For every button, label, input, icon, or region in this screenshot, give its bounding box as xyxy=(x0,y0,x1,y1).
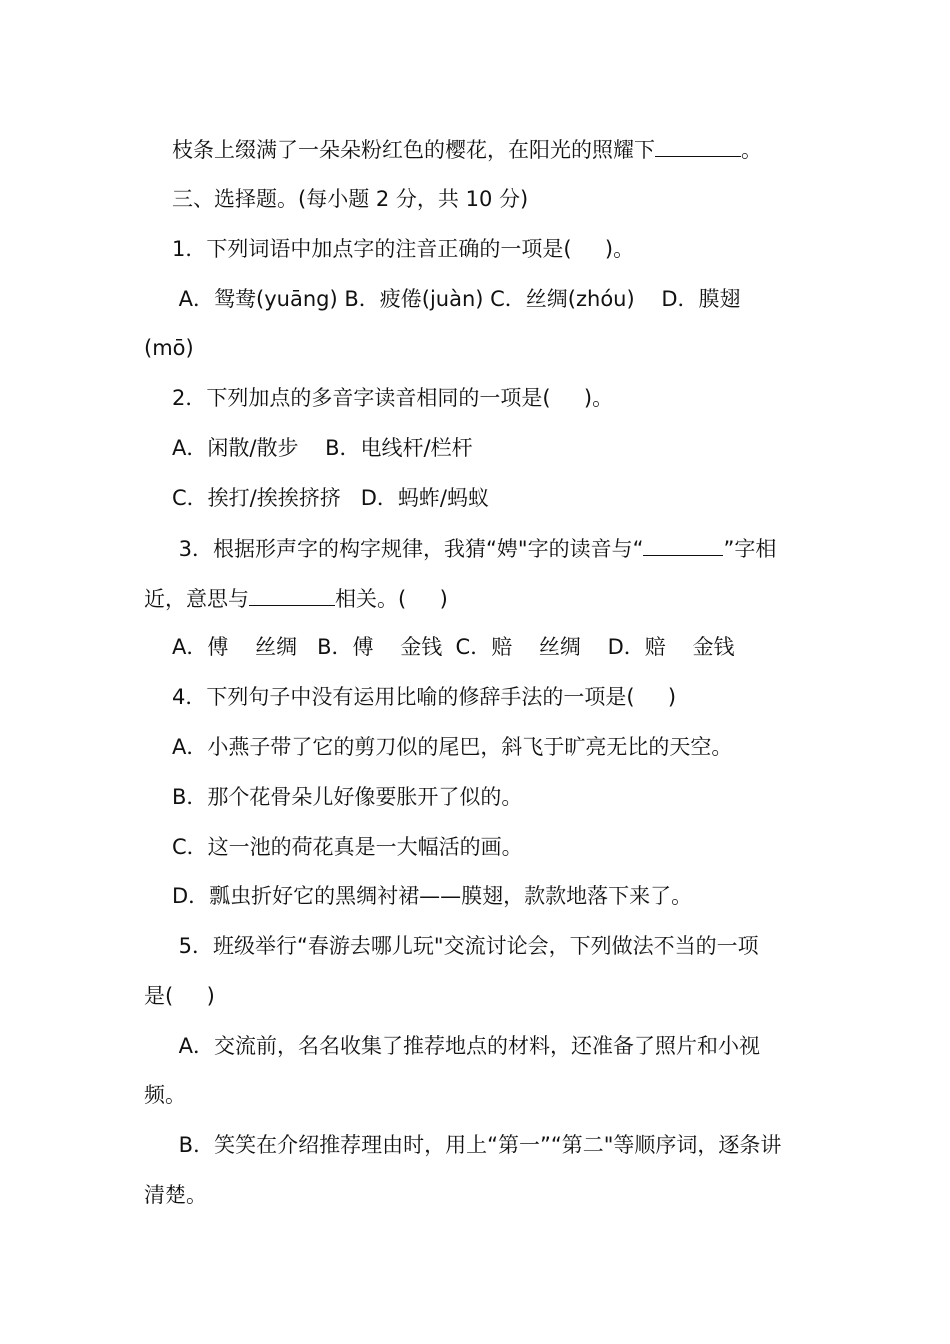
question-2-options-cd: C．挨打/挨挨挤挤 D．蚂蚱/蚂蚁 xyxy=(172,486,490,510)
question-5-option-b-cont: 清楚。 xyxy=(144,1183,207,1207)
answer-blank xyxy=(655,134,741,157)
question-1-options-cont: (mō) xyxy=(144,336,194,360)
text-segment: 枝条上缀满了一朵朵粉红色的樱花，在阳光的照耀下 xyxy=(172,138,655,162)
question-5-option-b: B．笑笑在介绍推荐理由时，用上“第一”“第二"等顺序词，逐条讲 xyxy=(172,1133,782,1157)
text-segment: 3．根据形声字的构字规律，我猜“娉"字的读音与“ xyxy=(172,537,644,561)
question-2-options-ab: A．闲散/散步 B．电线杆/栏杆 xyxy=(172,436,473,460)
question-4-option-a: A．小燕子带了它的剪刀似的尾巴，斜飞于旷亮无比的天空。 xyxy=(172,735,733,759)
text-line xyxy=(172,134,762,165)
question-5: 5．班级举行“春游去哪儿玩"交流讨论会，下列做法不当的一项 xyxy=(172,934,759,958)
question-5-option-a: A．交流前，名名收集了推荐地点的材料，还准备了照片和小视 xyxy=(172,1034,761,1058)
answer-blank xyxy=(643,533,723,556)
question-3-options: A．傅 丝绸 B．傅 金钱 C．赔 丝绸 D．赔 金钱 xyxy=(172,635,735,659)
question-2: 2．下列加点的多音字读音相同的一项是( )。 xyxy=(172,386,614,410)
question-3-cont xyxy=(144,583,448,614)
question-1-options: A．鸳鸯(yuāng) B．疲倦(juàn) C．丝绸(zhóu) D．膜翅 xyxy=(172,287,741,311)
answer-blank xyxy=(249,583,335,606)
text-segment: 相关。( ) xyxy=(335,587,448,611)
question-5-cont: 是( ) xyxy=(144,984,215,1008)
section-heading: 三、选择题。(每小题 2 分，共 10 分) xyxy=(172,187,529,211)
question-4-option-c: C．这一池的荷花真是一大幅活的画。 xyxy=(172,835,523,859)
text-segment: ”字相 xyxy=(723,537,777,561)
question-4-option-d: D．瓢虫折好它的黑绸衬裙——膜翅，款款地落下来了。 xyxy=(172,884,693,908)
text-segment: 近，意思与 xyxy=(144,587,249,611)
question-4: 4．下列句子中没有运用比喻的修辞手法的一项是( ) xyxy=(172,685,677,709)
question-4-option-b: B．那个花骨朵儿好像要胀开了似的。 xyxy=(172,785,523,809)
text-segment: 。 xyxy=(741,138,762,162)
question-3 xyxy=(172,533,776,564)
question-1: 1．下列词语中加点字的注音正确的一项是( )。 xyxy=(172,237,635,261)
question-5-option-a-cont: 频。 xyxy=(144,1083,186,1107)
